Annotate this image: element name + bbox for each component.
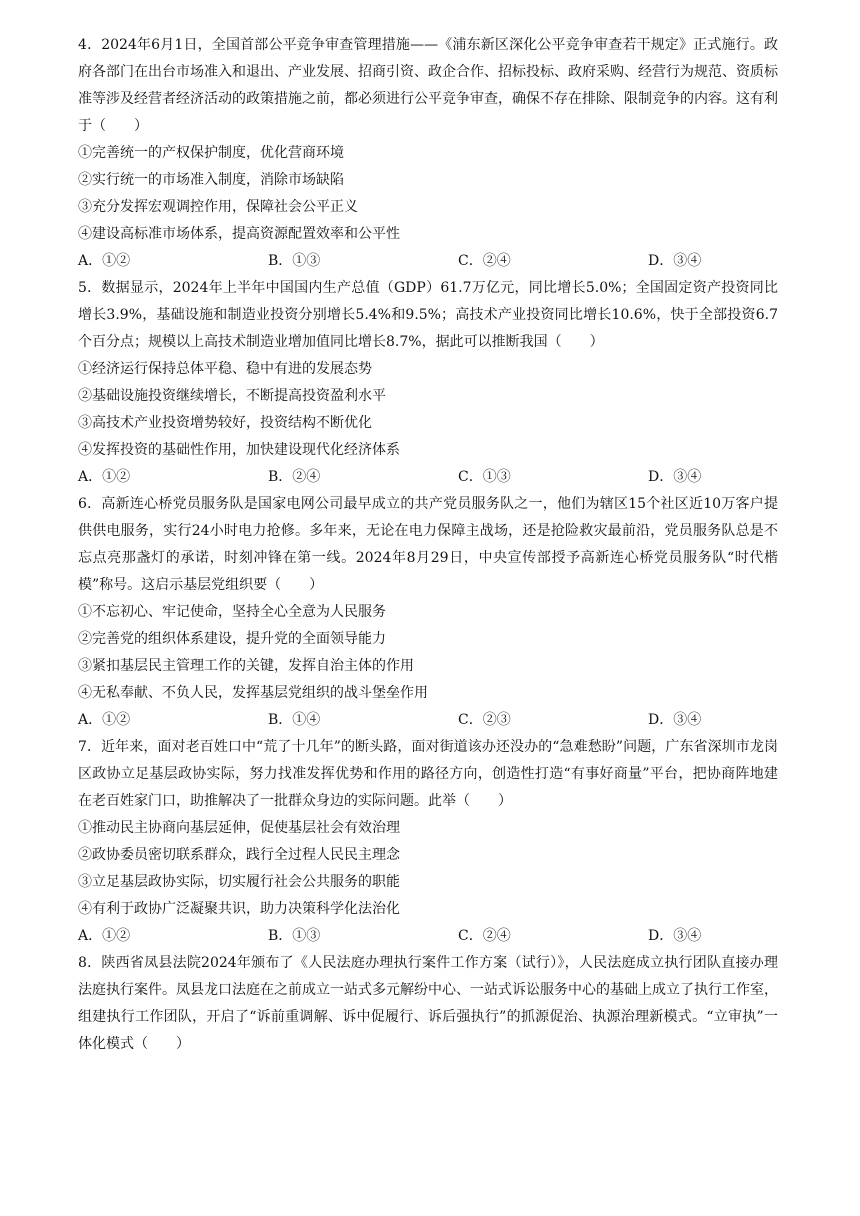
- statement-option: ②实行统一的市场准入制度，消除市场缺陷: [78, 172, 344, 188]
- statement-option: ④有利于政协广泛凝聚共识，助力决策科学化法治化: [78, 901, 400, 917]
- answer-choices: [78, 923, 778, 950]
- statement-option: ③紧扣基层民主管理工作的关键，发挥自治主体的作用: [78, 658, 414, 674]
- answer-choices: [78, 707, 778, 734]
- question-4: [78, 32, 778, 275]
- choice-c: C．②④: [458, 253, 511, 269]
- statement-option: ①不忘初心、牢记使命，坚持全心全意为人民服务: [78, 604, 386, 620]
- question-list: [78, 32, 778, 1058]
- choice-b: B．②④: [268, 469, 321, 485]
- statement-option: ③高技术产业投资增势较好，投资结构不断优化: [78, 415, 372, 431]
- choice-b: B．①③: [268, 253, 321, 269]
- choice-b: B．①③: [268, 928, 321, 944]
- question-7: [78, 734, 778, 950]
- statement-option: ②政协委员密切联系群众，践行全过程人民民主理念: [78, 847, 400, 863]
- statement-option: ①推动民主协商向基层延伸，促使基层社会有效治理: [78, 820, 400, 836]
- question-stem: 6．高新连心桥党员服务队是国家电网公司最早成立的共产党员服务队之一，他们为辖区15个社区近10万客户提供供电服务，实行24小时电力抢修。多年来，无论在电力保障主战场，还是抢险救灾最前沿，党员服务队总是不忘点亮那盏灯的承诺，时刻冲锋在第一线。2024年8月29日，中央宣传部授予高新连心桥党员服务队“时代楷模”称号。这启示基层党组织要（ ）: [78, 496, 778, 593]
- statement-option: ①经济运行保持总体平稳、稳中有进的发展态势: [78, 361, 372, 377]
- question-6: [78, 491, 778, 734]
- choice-d: D．③④: [648, 469, 702, 485]
- question-5: [78, 275, 778, 491]
- choice-d: D．③④: [648, 928, 702, 944]
- choice-a: A．①②: [78, 469, 131, 485]
- choice-c: C．②④: [458, 928, 511, 944]
- statement-option: ④无私奉献、不负人民，发挥基层党组织的战斗堡垒作用: [78, 685, 428, 701]
- question-stem: 8．陕西省凤县法院2024年颁布了《人民法庭办理执行案件工作方案（试行）》，人民法庭成立执行团队直接办理法庭执行案件。凤县龙口法庭在之前成立一站式多元解纷中心、一站式诉讼服务中心的基础上成立了执行工作室，组建执行工作团队，开启了“诉前重调解、诉中促履行、诉后强执行”的抓源促治、执源治理新模式。“立审执”一体化模式（ ）: [78, 955, 778, 1052]
- statement-option: ②基础设施投资继续增长，不断提高投资盈利水平: [78, 388, 386, 404]
- statement-option: ④建设高标准市场体系，提高资源配置效率和公平性: [78, 226, 400, 242]
- statement-option: ④发挥投资的基础性作用，加快建设现代化经济体系: [78, 442, 400, 458]
- choice-d: D．③④: [648, 712, 702, 728]
- statement-option: ①完善统一的产权保护制度，优化营商环境: [78, 145, 344, 161]
- question-8: [78, 950, 778, 1058]
- answer-choices: [78, 248, 778, 275]
- statement-option: ②完善党的组织体系建设，提升党的全面领导能力: [78, 631, 386, 647]
- choice-a: A．①②: [78, 712, 131, 728]
- statement-option: ③立足基层政协实际，切实履行社会公共服务的职能: [78, 874, 400, 890]
- question-stem: 7．近年来，面对老百姓口中“荒了十几年”的断头路，面对街道该办还没办的“急难愁盼”问题，广东省深圳市龙岗区政协立足基层政协实际，努力找准发挥优势和作用的路径方向，创造性打造“有事好商量”平台，把协商阵地建在老百姓家门口，助推解决了一批群众身边的实际问题。此举（ ）: [78, 739, 778, 809]
- choice-a: A．①②: [78, 253, 131, 269]
- statement-option: ③充分发挥宏观调控作用，保障社会公平正义: [78, 199, 358, 215]
- choice-c: C．①③: [458, 469, 511, 485]
- choice-c: C．②③: [458, 712, 511, 728]
- choice-a: A．①②: [78, 928, 131, 944]
- question-stem: 4．2024年6月1日，全国首部公平竞争审查管理措施——《浦东新区深化公平竞争审查若干规定》正式施行。政府各部门在出台市场准入和退出、产业发展、招商引资、政企合作、招标投标、政府采购、经营行为规范、资质标准等涉及经营者经济活动的政策措施之前，都必须进行公平竞争审查，确保不存在排除、限制竞争的内容。这有利于（ ）: [78, 37, 778, 134]
- choice-b: B．①④: [268, 712, 321, 728]
- question-stem: 5．数据显示，2024年上半年中国国内生产总值（GDP）61.7万亿元，同比增长5.0%；全国固定资产投资同比增长3.9%，基础设施和制造业投资分别增长5.4%和9.5%；高技术产业投资同比增长10.6%，快于全部投资6.7个百分点；规模以上高技术制造业增加值同比增长8.7%，据此可以推断我国（ ）: [78, 280, 778, 350]
- answer-choices: [78, 464, 778, 491]
- choice-d: D．③④: [648, 253, 702, 269]
